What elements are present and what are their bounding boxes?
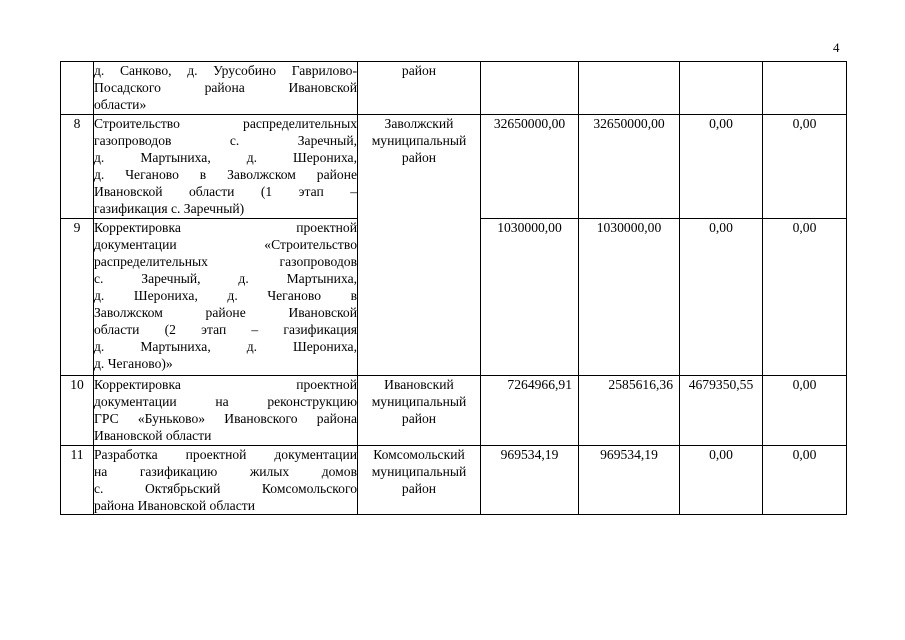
project-name-line: Строительство распределительных	[94, 116, 357, 131]
project-name-line: Корректировка проектной	[94, 377, 357, 392]
amount-col-3: 0,00	[763, 446, 847, 515]
amount-col-2: 0,00	[680, 219, 763, 376]
project-name	[94, 446, 358, 515]
municipality-line: Ивановский	[384, 377, 454, 392]
project-name-line: Корректировка проектной	[94, 220, 357, 235]
amount-col-2: 0,00	[680, 115, 763, 219]
amount-col-1: 2585616,36	[579, 376, 680, 446]
project-name-line: ГРС «Буньково» Ивановского района	[94, 411, 357, 426]
table-row	[61, 115, 847, 219]
project-name	[94, 219, 358, 376]
amount-col-3	[763, 62, 847, 115]
project-name	[94, 376, 358, 446]
municipality-line: Заволжский	[384, 116, 454, 131]
amount-col-2: 0,00	[680, 446, 763, 515]
amount-total: 969534,19	[481, 446, 579, 515]
municipality-line: муниципальный	[371, 464, 467, 479]
municipality	[358, 446, 481, 515]
project-name-line: документации на реконструкцию	[94, 394, 357, 409]
amount-col-1: 1030000,00	[579, 219, 680, 376]
amount-total: 7264966,91	[481, 376, 579, 446]
municipality-line: район	[401, 411, 437, 426]
project-name-line: газопроводов с. Заречный,	[94, 133, 357, 148]
municipality-line: район	[401, 150, 437, 165]
project-name-line: Посадского района Ивановской	[94, 80, 357, 95]
projects-table	[60, 61, 847, 515]
project-name-line: д. Чеганово)»	[94, 356, 173, 371]
amount-col-3: 0,00	[763, 376, 847, 446]
table-row	[61, 62, 847, 115]
row-number: 9	[61, 219, 94, 376]
amount-col-2	[680, 62, 763, 115]
municipality-line: район	[401, 481, 437, 496]
project-name-line: области»	[94, 97, 147, 112]
row-number: 11	[61, 446, 94, 515]
row-number: 8	[61, 115, 94, 219]
project-name-line: д. Мартыниха, д. Шерониха,	[94, 339, 357, 354]
row-number: 10	[61, 376, 94, 446]
row-number	[61, 62, 94, 115]
project-name-line: д. Санково, д. Урусобино Гаврилово-	[94, 63, 357, 78]
project-name-line: Ивановской области (1 этап –	[94, 184, 357, 199]
table-row	[61, 376, 847, 446]
project-name-line: документации «Строительство	[94, 237, 357, 252]
project-name-line: с. Октябрьский Комсомольского	[94, 481, 357, 496]
project-name-line: с. Заречный, д. Мартыниха,	[94, 271, 357, 286]
amount-total: 32650000,00	[481, 115, 579, 219]
municipality-line: Комсомольский	[373, 447, 465, 462]
municipality	[358, 376, 481, 446]
project-name	[94, 115, 358, 219]
page-number: 4	[833, 40, 840, 55]
table-row	[61, 446, 847, 515]
amount-col-3: 0,00	[763, 115, 847, 219]
amount-col-1: 32650000,00	[579, 115, 680, 219]
amount-col-1	[579, 62, 680, 115]
project-name-line: области (2 этап – газификация	[94, 322, 357, 337]
municipality: район	[358, 62, 481, 115]
project-name-line: района Ивановской области	[94, 498, 255, 513]
project-name	[94, 62, 358, 115]
project-name-line: газификация с. Заречный)	[94, 201, 245, 216]
project-name-line: д. Мартыниха, д. Шерониха,	[94, 150, 357, 165]
amount-col-1: 969534,19	[579, 446, 680, 515]
project-name-line: на газификацию жилых домов	[94, 464, 357, 479]
amount-total: 1030000,00	[481, 219, 579, 376]
project-name-line: д. Чеганово в Заволжском районе	[94, 167, 357, 182]
municipality	[358, 115, 481, 376]
municipality-line: муниципальный	[371, 133, 467, 148]
amount-col-3: 0,00	[763, 219, 847, 376]
project-name-line: Ивановской области	[94, 428, 212, 443]
project-name-line: Разработка проектной документации	[94, 447, 357, 462]
project-name-line: Заволжском районе Ивановской	[94, 305, 357, 320]
amount-col-2: 4679350,55	[680, 376, 763, 446]
project-name-line: д. Шерониха, д. Чеганово в	[94, 288, 357, 303]
municipality-line: муниципальный	[371, 394, 467, 409]
project-name-line: распределительных газопроводов	[94, 254, 357, 269]
amount-total	[481, 62, 579, 115]
